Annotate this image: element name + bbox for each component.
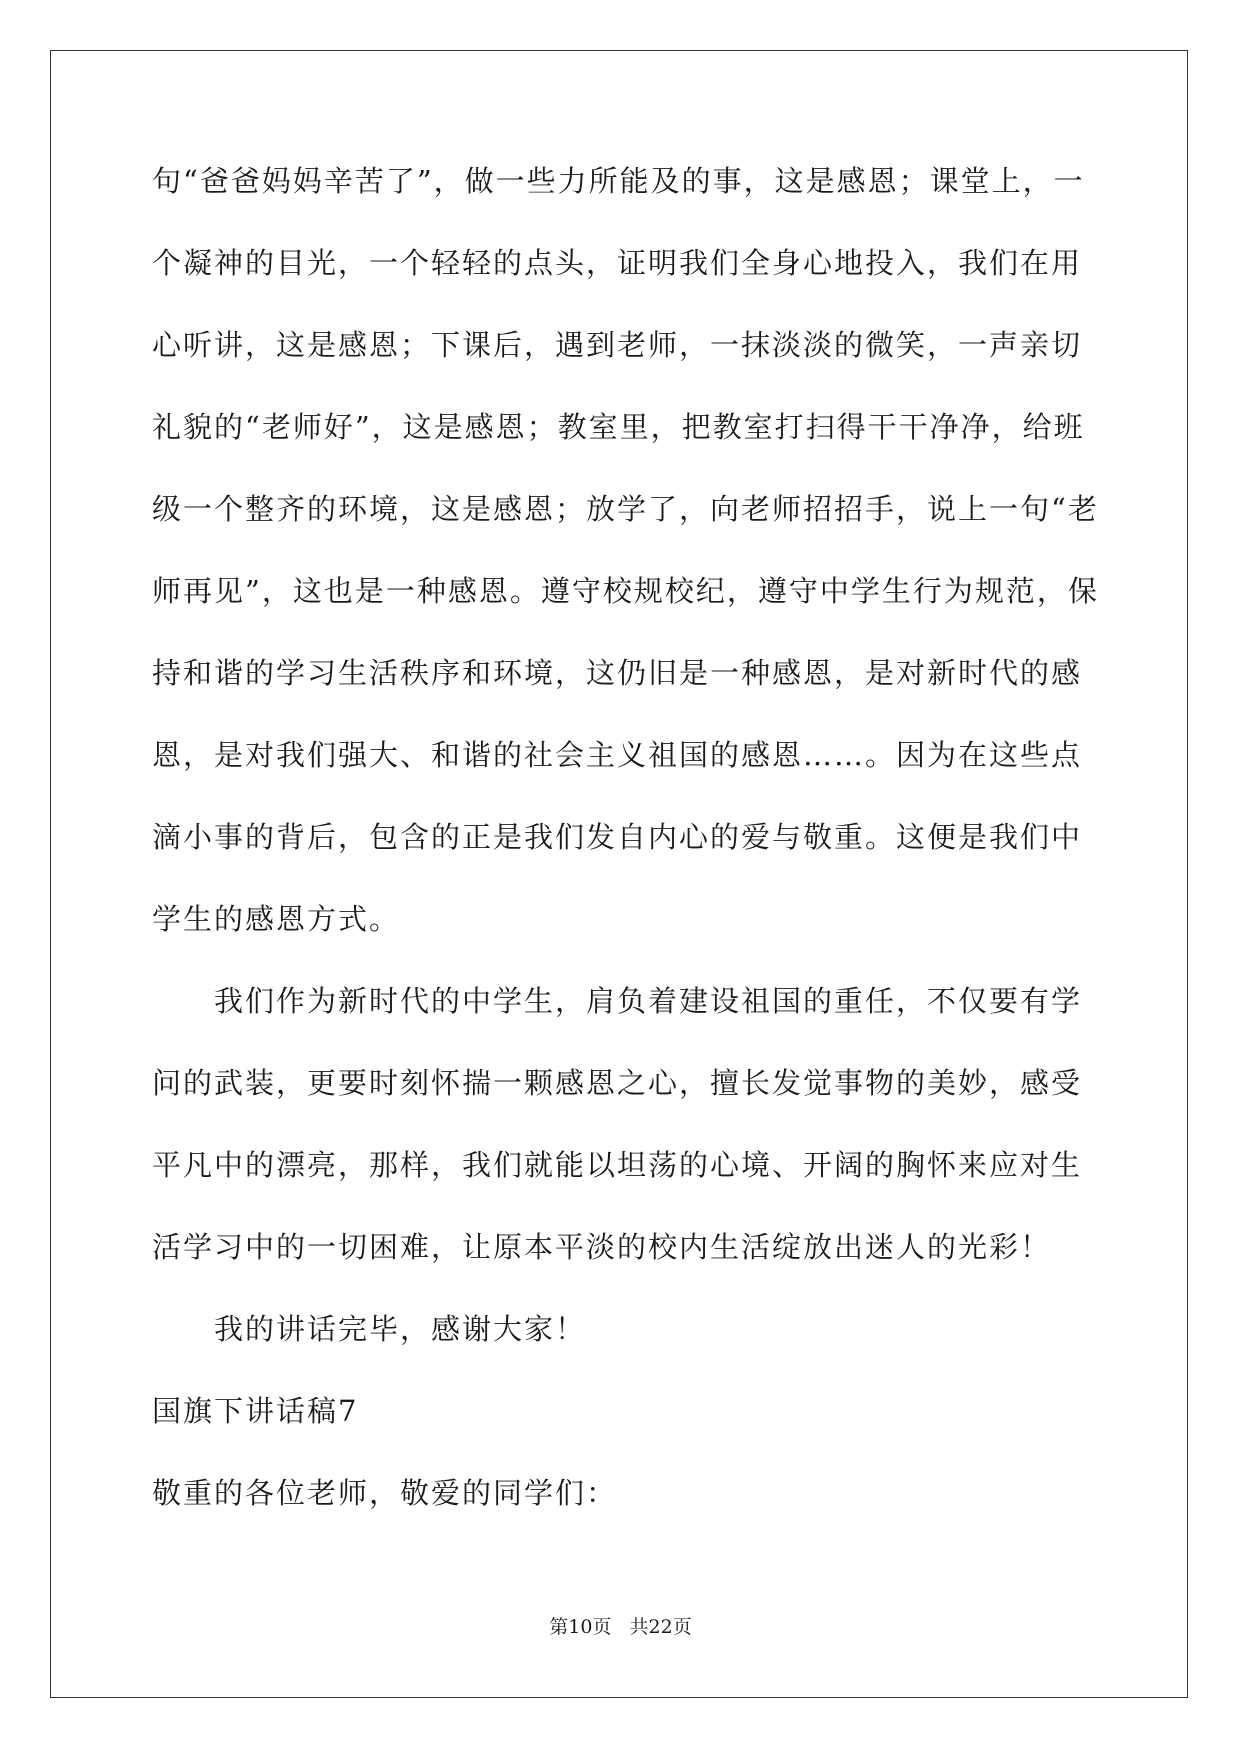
- text-line: 心听讲，这是感恩；下课后，遇到老师，一抹淡淡的微笑，一声亲切: [152, 328, 1083, 362]
- section-heading: 国旗下讲话稿7: [152, 1394, 359, 1428]
- text-line: 级一个整齐的环境，这是感恩；放学了，向老师招招手，说上一句“老: [152, 492, 1099, 526]
- closing-line: 我的讲话完毕，感谢大家！: [214, 1312, 587, 1346]
- page-number: 第10页: [549, 1616, 612, 1638]
- text-line: 学生的感恩方式。: [152, 902, 401, 936]
- text-line: 活学习中的一切困难，让原本平淡的校内生活绽放出迷人的光彩！: [152, 1230, 1052, 1264]
- text-line: 滴小事的背后，包含的正是我们发自内心的爱与敬重。这便是我们中: [152, 820, 1083, 854]
- text-line: 持和谐的学习生活秩序和环境，这仍旧是一种感恩，是对新时代的感: [152, 656, 1083, 690]
- text-line: 师再见”，这也是一种感恩。遵守校规校纪，遵守中学生行为规范，保: [152, 574, 1099, 608]
- page-total: 共22页: [629, 1616, 692, 1638]
- text-line: 问的武装，更要时刻怀揣一颗感恩之心，擅长发觉事物的美妙，感受: [152, 1066, 1083, 1100]
- paragraph-start-line: 我们作为新时代的中学生，肩负着建设祖国的重任，不仅要有学: [214, 984, 1083, 1018]
- document-body: [152, 140, 1099, 1534]
- text-line: 句“爸爸妈妈辛苦了”，做一些力所能及的事，这是感恩；课堂上，一: [152, 164, 1085, 198]
- text-line: 恩，是对我们强大、和谐的社会主义祖国的感恩……。因为在这些点: [152, 738, 1083, 772]
- salutation-line: 敬重的各位老师，敬爱的同学们：: [152, 1476, 618, 1510]
- page-footer: [0, 1612, 1241, 1639]
- text-line: 个凝神的目光，一个轻轻的点头，证明我们全身心地投入，我们在用: [152, 246, 1083, 280]
- text-line: 平凡中的漂亮，那样，我们就能以坦荡的心境、开阔的胸怀来应对生: [152, 1148, 1083, 1182]
- text-line: 礼貌的“老师好”，这是感恩；教室里，把教室打扫得干干净净，给班: [152, 410, 1085, 444]
